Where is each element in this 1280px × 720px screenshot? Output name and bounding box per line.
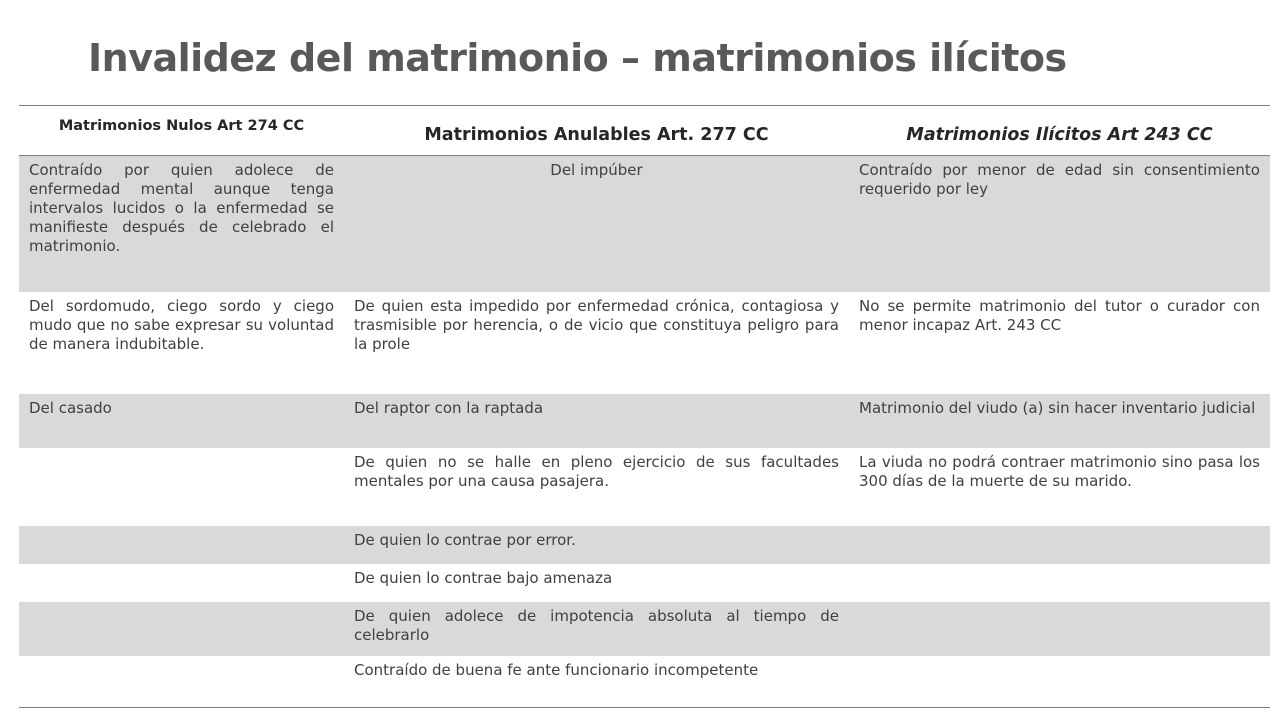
table-row — [19, 602, 1270, 656]
table-row — [19, 292, 1270, 394]
table-cell — [19, 656, 344, 708]
table-cell — [19, 526, 344, 564]
table-cell — [849, 526, 1270, 564]
marriage-invalidity-table — [19, 105, 1270, 708]
header-ilicitos: Matrimonios Ilícitos Art 243 CC — [849, 106, 1270, 156]
table-row — [19, 526, 1270, 564]
table-header-row — [19, 106, 1270, 156]
table-cell — [849, 656, 1270, 708]
table-cell: Del raptor con la raptada — [344, 394, 849, 448]
table-cell: Del impúber — [344, 156, 849, 292]
header-nulos: Matrimonios Nulos Art 274 CC — [19, 106, 344, 156]
table-cell: Contraído por menor de edad sin consentimiento requerido por ley — [849, 156, 1270, 292]
table-row — [19, 448, 1270, 526]
header-anulables: Matrimonios Anulables Art. 277 CC — [344, 106, 849, 156]
table-cell: Matrimonio del viudo (a) sin hacer inventario judicial — [849, 394, 1270, 448]
table-cell: Del sordomudo, ciego sordo y ciego mudo que no sabe expresar su voluntad de manera indubitable. — [29, 296, 334, 353]
table-cell — [849, 602, 1270, 656]
table-cell: La viuda no podrá contraer matrimonio sino pasa los 300 días de la muerte de su marido. — [859, 452, 1260, 490]
table-cell — [849, 564, 1270, 602]
table-row — [19, 156, 1270, 292]
table-cell: Del casado — [19, 394, 344, 448]
table-row — [19, 394, 1270, 448]
table-cell: Contraído de buena fe ante funcionario incompetente — [354, 660, 759, 679]
slide-title: Invalidez del matrimonio – matrimonios ilícitos — [88, 36, 1067, 80]
table-row — [19, 656, 1270, 708]
table-cell: De quien no se halle en pleno ejercicio de sus facultades mentales por una causa pasajera. — [354, 452, 839, 490]
table-cell: De quien esta impedido por enfermedad crónica, contagiosa y trasmisible por herencia, o de vicio que constituya peligro para la prole — [354, 296, 839, 353]
table-cell — [19, 448, 344, 526]
table-cell: De quien lo contrae por error. — [344, 526, 849, 564]
table-cell — [19, 564, 344, 602]
table-row — [19, 564, 1270, 602]
table-cell: De quien lo contrae bajo amenaza — [354, 568, 613, 587]
table-cell: No se permite matrimonio del tutor o curador con menor incapaz Art. 243 CC — [859, 296, 1260, 334]
table-cell: Contraído por quien adolece de enfermedad mental aunque tenga intervalos lucidos o la enfermedad se manifieste después de celebrado el matrimonio. — [19, 156, 344, 292]
table-cell — [19, 602, 344, 656]
table-cell: De quien adolece de impotencia absoluta al tiempo de celebrarlo — [344, 602, 849, 656]
